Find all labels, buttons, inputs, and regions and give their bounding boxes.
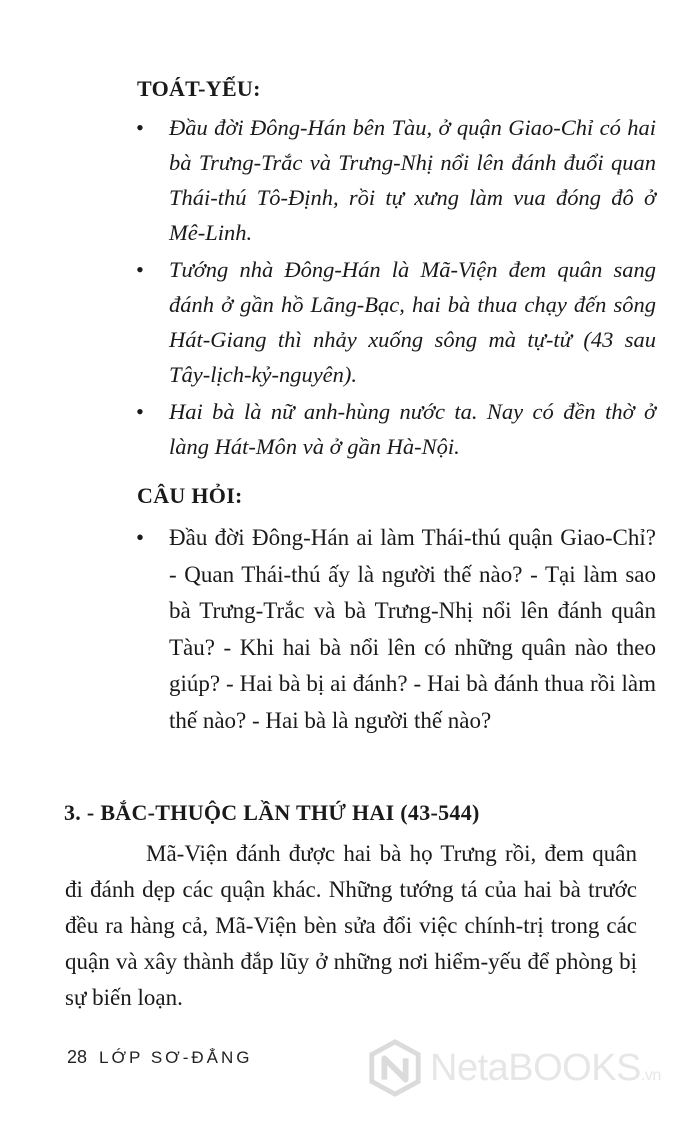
bullet-icon: •	[136, 525, 145, 550]
bullet-icon: •	[136, 257, 144, 282]
bullet-icon: •	[136, 399, 144, 424]
question-text: Đầu đời Đông-Hán ai làm Thái-thú quận Giao-Chỉ? - Quan Thái-thú ấy là người thế nào? - Tại làm sao bà Trưng-Trắc và bà Trưng-Nhị nổi lên đánh quân Tàu? - Khi hai bà nổi lên có những quân nào theo giúp? - Hai bà bị ai đánh? - Hai bà đánh thua rồi làm thế nào? - Hai bà là người thế nào?	[169, 525, 656, 733]
watermark-text	[430, 1047, 661, 1090]
section-title: 3. - BẮC-THUỘC LẦN THỨ HAI (43-544)	[64, 800, 480, 825]
summary-item-text: Hai bà là nữ anh-hùng nước ta. Nay có đền thờ ở làng Hát-Môn và ở gần Hà-Nội.	[169, 399, 656, 459]
netabooks-logo-icon	[366, 1039, 424, 1097]
summary-list	[136, 110, 656, 466]
summary-item	[136, 110, 656, 250]
summary-heading: TOÁT-YẾU:	[137, 76, 261, 101]
watermark	[366, 1028, 696, 1108]
page-footer	[67, 1047, 253, 1068]
questions-heading: CÂU HỎI:	[137, 483, 243, 508]
section-paragraph: Mã-Viện đánh được hai bà họ Trưng rồi, đem quân đi đánh dẹp các quận khác. Những tướng tá của hai bà trước đều ra hàng cả, Mã-Viện bèn sửa đổi việc chính-trị trong các quận và xây thành đắp lũy ở những nơi hiểm-yếu để phòng bị sự biến loạn.	[65, 841, 637, 1010]
bullet-icon: •	[136, 115, 144, 140]
question-item	[136, 520, 656, 739]
summary-item	[136, 252, 656, 392]
running-title: LỚP SƠ-ĐẲNG	[99, 1048, 253, 1067]
page-number: 28	[67, 1047, 88, 1067]
watermark-brand: NetaBOOKS	[430, 1046, 641, 1089]
summary-item-text: Tướng nhà Đông-Hán là Mã-Viện đem quân sang đánh ở gần hồ Lãng-Bạc, hai bà thua chạy đến sông Hát-Giang thì nhảy xuống sông mà tự-tử (43 sau Tây-lịch-kỷ-nguyên).	[169, 257, 656, 387]
questions-list	[136, 520, 656, 739]
watermark-suffix: .vn	[640, 1066, 661, 1084]
summary-item	[136, 394, 656, 464]
summary-item-text: Đầu đời Đông-Hán bên Tàu, ở quận Giao-Chỉ có hai bà Trưng-Trắc và Trưng-Nhị nổi lên đánh đuổi quan Thái-thú Tô-Định, rồi tự xưng làm vua đóng đô ở Mê-Linh.	[169, 115, 656, 245]
